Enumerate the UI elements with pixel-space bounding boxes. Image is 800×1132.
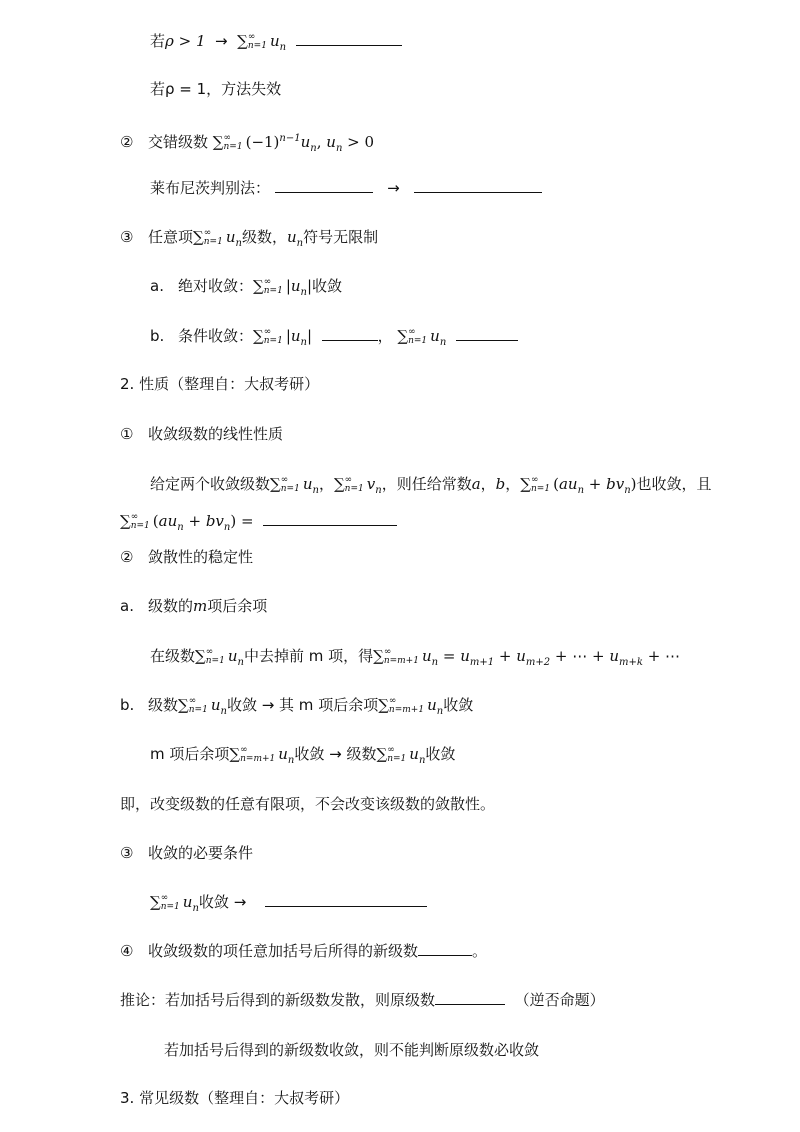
linearity-statement: 给定两个收敛级数∑ ∞ n=1 $u_n$，∑ ∞ n=1 $v_n$，则任给常数a，b，∑ ∞ n=1 $(au_n + bv_n)$也收敛，且 [150, 474, 712, 496]
necessary-condition: ∑ ∞ n=1 $u_n$收敛 → [150, 891, 427, 920]
answer-blank[interactable] [296, 31, 402, 46]
answer-blank[interactable] [263, 511, 397, 526]
answer-blank[interactable] [275, 178, 373, 193]
absolute-convergence: a. 绝对收敛：∑ ∞ n=1 $|u_n|$收敛 [150, 276, 343, 298]
ratio-test-rho-gt-1: 若ρ > 1 → ∑ ∞ n=1 $u_n$ [150, 30, 402, 59]
answer-blank[interactable] [265, 892, 427, 907]
answer-blank[interactable] [418, 941, 472, 956]
remainder-definition: 在级数∑ ∞ n=1 $u_n$中去掉前 m 项，得∑ ∞ n=m+1 $u_n = u_{m+1} + u_{m+2}$ + ⋯ + $u_{m+k}$ + ⋯ [150, 646, 681, 668]
section-3-heading: 3. 常见级数（整理自：大叔考研） [120, 1089, 350, 1107]
stability-heading: ② 敛散性的稳定性 [120, 548, 254, 566]
remainder-heading: a. 级数的m项后余项 [120, 597, 268, 615]
answer-blank[interactable] [435, 990, 505, 1005]
grouping-corollary: 推论：若加括号后得到的新级数发散，则原级数 （逆否命题） [120, 991, 605, 1009]
arbitrary-term-series-heading: ③ 任意项∑ ∞ n=1 $u_n$级数，$u_n$符号无限制 [120, 227, 379, 249]
answer-blank[interactable] [456, 326, 518, 341]
section-2-heading: 2. 性质（整理自：大叔考研） [120, 375, 320, 393]
linearity-heading: ① 收敛级数的线性性质 [120, 425, 284, 443]
conditional-convergence: b. 条件收敛：∑ ∞ n=1 $|u_n|$ ， ∑ ∞ n=1 $u_n$ [150, 325, 518, 354]
leibniz-criterion: 莱布尼茨判别法： → [150, 177, 542, 199]
linearity-formula: ∑ ∞ n=1 $(au_n + bv_n)$ = [120, 510, 397, 539]
finite-terms-conclusion: 即，改变级数的任意有限项，不会改变该级数的敛散性。 [120, 795, 496, 813]
grouping-property: ④ 收敛级数的项任意加括号后所得的新级数 。 [120, 942, 488, 960]
remainder-forward: b. 级数∑ ∞ n=1 $u_n$收敛 → 其 m 项后余项∑ ∞ n=m+1 $u_n$收敛 [120, 695, 474, 717]
necessary-condition-heading: ③ 收敛的必要条件 [120, 844, 254, 862]
answer-blank[interactable] [322, 326, 378, 341]
alternating-series-heading: ② 交错级数 ∑ ∞ n=1 $(-1)^{n-1}u_n$, $u_n > 0$ [120, 132, 375, 154]
remainder-backward: m 项后余项∑ ∞ n=m+1 $u_n$收敛 → 级数∑ ∞ n=1 $u_n$收敛 [150, 744, 456, 766]
ratio-test-rho-eq-1: 若ρ = 1，方法失效 [150, 80, 282, 98]
answer-blank[interactable] [414, 178, 542, 193]
grouping-note: 若加括号后得到的新级数收敛，则不能判断原级数必收敛 [164, 1041, 540, 1059]
